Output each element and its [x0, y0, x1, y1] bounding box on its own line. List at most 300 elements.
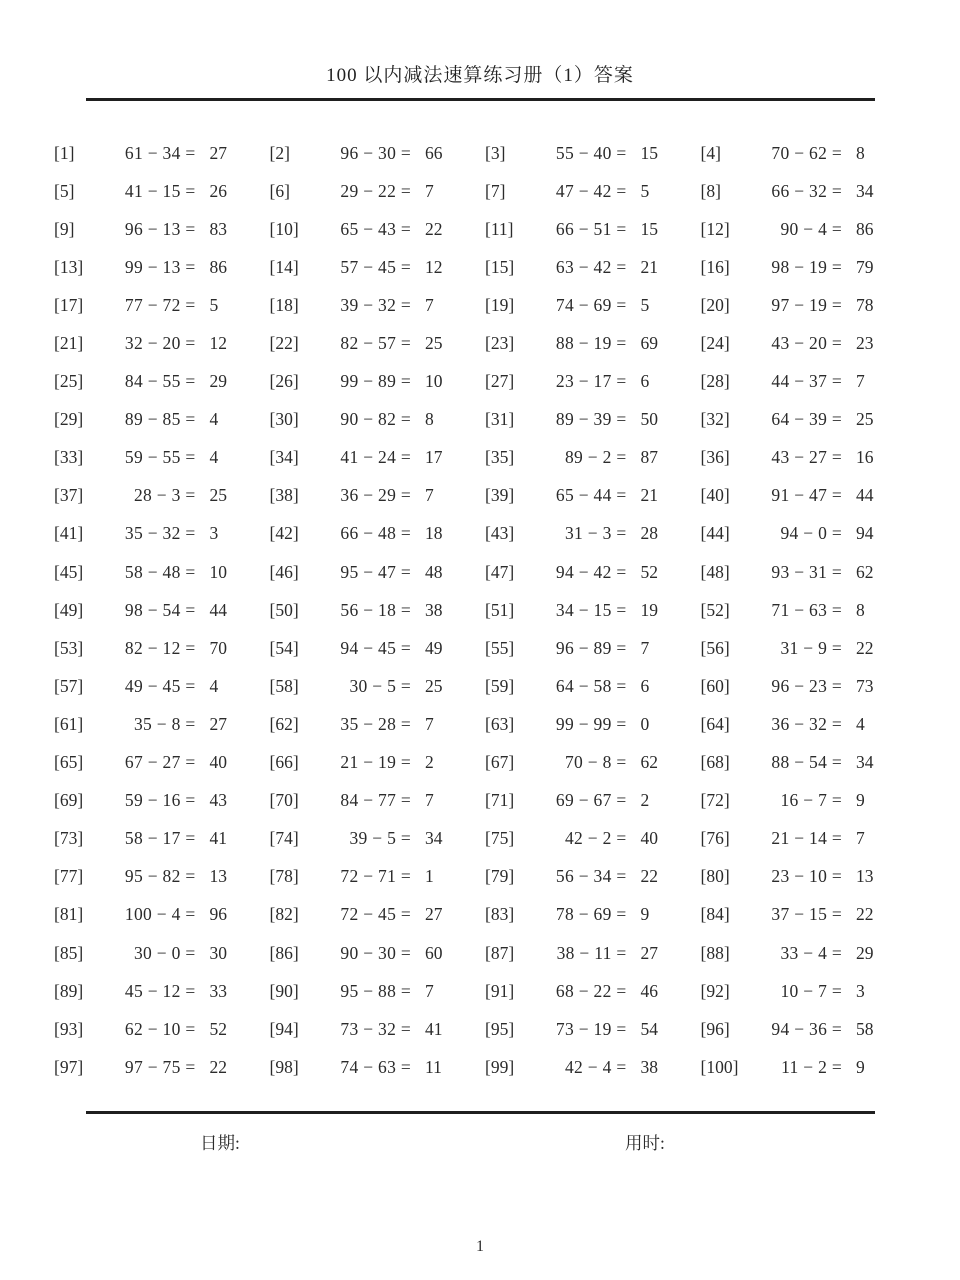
- problem-index: [99]: [485, 1056, 515, 1077]
- problem-answer: 96: [209, 904, 227, 925]
- problem-answer: 49: [425, 637, 443, 658]
- problem-expression: 69 − 67 =: [555, 790, 627, 811]
- problem-expression: 38 − 11 =: [556, 942, 627, 963]
- problem-expression: 94 − 0 =: [780, 523, 842, 544]
- problem-index: [54]: [269, 637, 299, 658]
- problem-item: [266, 1019, 482, 1040]
- problem-index: [1]: [54, 142, 75, 163]
- problem-item: [481, 409, 697, 430]
- problem-expression: 58 − 17 =: [124, 828, 196, 849]
- problem-expression: 58 − 48 =: [124, 561, 196, 582]
- problem-expression: 89 − 39 =: [555, 409, 627, 430]
- problem-item: [50, 257, 266, 278]
- problem-answer: 5: [209, 294, 219, 315]
- problem-expression: 34 − 15 =: [555, 599, 627, 620]
- problem-item: [50, 1019, 266, 1040]
- problem-answer: 41: [209, 828, 227, 849]
- problem-index: [11]: [485, 218, 514, 239]
- problem-expression: 93 − 31 =: [771, 561, 842, 582]
- problem-index: [13]: [54, 256, 84, 277]
- problem-item: [697, 143, 913, 164]
- problem-index: [38]: [269, 485, 299, 506]
- problem-answer: 2: [425, 752, 434, 773]
- problem-index: [62]: [269, 713, 299, 734]
- problem-item: [697, 676, 913, 697]
- problem-answer: 58: [856, 1018, 874, 1039]
- problem-answer: 41: [425, 1018, 443, 1039]
- problem-item: [266, 295, 482, 316]
- problem-expression: 65 − 43 =: [340, 218, 411, 239]
- problem-index: [21]: [54, 333, 84, 354]
- problem-expression: 99 − 89 =: [340, 371, 411, 392]
- problem-expression: 90 − 4 =: [780, 218, 842, 239]
- problem-item: [50, 447, 266, 468]
- problem-item: [50, 828, 266, 849]
- problem-index: [81]: [54, 904, 84, 925]
- problem-index: [39]: [485, 485, 515, 506]
- problem-item: [697, 638, 913, 659]
- problem-expression: 73 − 19 =: [555, 1018, 627, 1039]
- problem-expression: 36 − 29 =: [340, 485, 411, 506]
- problem-expression: 35 − 8 =: [133, 713, 196, 734]
- problem-expression: 64 − 39 =: [771, 409, 842, 430]
- problem-index: [77]: [54, 866, 84, 887]
- problem-index: [23]: [485, 333, 515, 354]
- problem-index: [73]: [54, 828, 84, 849]
- problem-index: [34]: [269, 447, 299, 468]
- problem-answer: 60: [425, 942, 443, 963]
- problem-item: [266, 1057, 482, 1078]
- problem-expression: 94 − 45 =: [340, 637, 411, 658]
- problem-expression: 35 − 32 =: [124, 523, 196, 544]
- problem-answer: 7: [425, 790, 434, 811]
- problem-answer: 38: [425, 599, 443, 620]
- problem-expression: 71 − 63 =: [771, 599, 842, 620]
- problem-answer: 7: [856, 371, 865, 392]
- problem-expression: 55 − 40 =: [555, 142, 627, 163]
- problem-expression: 98 − 54 =: [124, 599, 196, 620]
- problem-answer: 40: [209, 752, 227, 773]
- problem-answer: 54: [640, 1018, 658, 1039]
- problem-expression: 72 − 71 =: [340, 866, 411, 887]
- problem-item: [50, 600, 266, 621]
- problem-answer: 7: [425, 485, 434, 506]
- problem-item: [481, 600, 697, 621]
- problem-expression: 66 − 51 =: [555, 218, 627, 239]
- problem-answer: 62: [856, 561, 874, 582]
- problem-item: [481, 295, 697, 316]
- problem-index: [17]: [54, 294, 84, 315]
- problem-item: [50, 676, 266, 697]
- problem-item: [697, 219, 913, 240]
- problem-index: [6]: [269, 180, 290, 201]
- problem-answer: 3: [209, 523, 219, 544]
- problem-answer: 34: [856, 180, 874, 201]
- problem-item: [481, 1057, 697, 1078]
- problem-item: [481, 981, 697, 1002]
- problem-expression: 23 − 10 =: [771, 866, 842, 887]
- problem-index: [7]: [485, 180, 506, 201]
- problem-answer: 86: [856, 218, 874, 239]
- problem-index: [33]: [54, 447, 84, 468]
- problem-expression: 56 − 34 =: [555, 866, 627, 887]
- problem-answer: 7: [425, 294, 434, 315]
- problem-expression: 43 − 20 =: [771, 333, 842, 354]
- problem-answer: 73: [856, 675, 874, 696]
- problem-index: [29]: [54, 409, 84, 430]
- problem-index: [85]: [54, 942, 84, 963]
- problem-answer: 43: [209, 790, 227, 811]
- problem-item: [266, 714, 482, 735]
- problem-expression: 67 − 27 =: [124, 752, 196, 773]
- problem-answer: 15: [640, 142, 658, 163]
- problem-answer: 5: [640, 180, 650, 201]
- problem-expression: 10 − 7 =: [780, 980, 842, 1001]
- problem-index: [14]: [269, 256, 299, 277]
- problem-index: [26]: [269, 371, 299, 392]
- problem-answer: 22: [856, 904, 874, 925]
- problem-answer: 2: [640, 790, 650, 811]
- problem-index: [94]: [269, 1018, 299, 1039]
- problem-expression: 91 − 47 =: [771, 485, 842, 506]
- problem-answer: 22: [640, 866, 658, 887]
- problem-item: [481, 866, 697, 887]
- problem-answer: 19: [640, 599, 658, 620]
- problem-item: [697, 371, 913, 392]
- problem-item: [481, 676, 697, 697]
- problem-answer: 7: [425, 713, 434, 734]
- problem-item: [697, 1019, 913, 1040]
- problem-item: [266, 485, 482, 506]
- problem-item: [266, 981, 482, 1002]
- problem-index: [59]: [485, 675, 515, 696]
- problem-answer: 34: [425, 828, 443, 849]
- problem-answer: 44: [856, 485, 874, 506]
- problem-index: [58]: [269, 675, 299, 696]
- problem-expression: 99 − 13 =: [124, 256, 196, 277]
- problem-expression: 41 − 15 =: [124, 180, 196, 201]
- problem-item: [697, 790, 913, 811]
- problem-item: [50, 866, 266, 887]
- problem-item: [481, 638, 697, 659]
- problem-expression: 45 − 12 =: [124, 980, 196, 1001]
- problem-answer: 13: [209, 866, 227, 887]
- problem-index: [60]: [700, 675, 730, 696]
- problem-index: [78]: [269, 866, 299, 887]
- problem-expression: 31 − 9 =: [780, 637, 842, 658]
- problem-answer: 86: [209, 256, 227, 277]
- problem-expression: 39 − 5 =: [349, 828, 411, 849]
- problem-expression: 30 − 5 =: [349, 675, 411, 696]
- problem-answer: 79: [856, 256, 874, 277]
- problem-index: [2]: [269, 142, 290, 163]
- problem-index: [90]: [269, 980, 299, 1001]
- problem-item: [50, 790, 266, 811]
- problem-item: [481, 219, 697, 240]
- problem-index: [66]: [269, 752, 299, 773]
- problem-item: [697, 485, 913, 506]
- problem-expression: 95 − 82 =: [124, 866, 196, 887]
- problem-index: [43]: [485, 523, 515, 544]
- problem-answer: 23: [856, 333, 874, 354]
- problem-index: [36]: [700, 447, 730, 468]
- problem-item: [481, 371, 697, 392]
- problem-answer: 10: [425, 371, 443, 392]
- problem-expression: 49 − 45 =: [124, 675, 196, 696]
- problem-expression: 36 − 32 =: [771, 713, 842, 734]
- problem-index: [98]: [269, 1056, 299, 1077]
- problem-index: [79]: [485, 866, 515, 887]
- problem-answer: 27: [640, 942, 658, 963]
- problem-expression: 94 − 42 =: [555, 561, 627, 582]
- problem-index: [12]: [700, 218, 730, 239]
- problem-item: [697, 409, 913, 430]
- problem-item: [50, 1057, 266, 1078]
- problem-item: [50, 333, 266, 354]
- problem-answer: 52: [209, 1018, 227, 1039]
- problem-answer: 17: [425, 447, 443, 468]
- problem-index: [31]: [485, 409, 515, 430]
- problem-item: [481, 904, 697, 925]
- problem-item: [266, 447, 482, 468]
- problem-answer: 21: [640, 256, 658, 277]
- page-number: 1: [476, 1238, 484, 1255]
- problem-answer: 27: [209, 142, 227, 163]
- problem-expression: 28 − 3 =: [133, 485, 196, 506]
- problem-index: [20]: [700, 294, 730, 315]
- problem-answer: 25: [856, 409, 874, 430]
- problem-answer: 7: [640, 637, 650, 658]
- page-title: 100 以内减法速算练习册（1）答案: [326, 65, 634, 86]
- problem-answer: 13: [856, 866, 874, 887]
- problem-expression: 21 − 19 =: [340, 752, 411, 773]
- problem-index: [55]: [485, 637, 515, 658]
- problem-item: [266, 600, 482, 621]
- problem-expression: 94 − 36 =: [771, 1018, 842, 1039]
- problem-index: [49]: [54, 599, 84, 620]
- problem-expression: 30 − 0 =: [133, 942, 196, 963]
- problem-index: [15]: [485, 256, 515, 277]
- problem-expression: 84 − 77 =: [340, 790, 411, 811]
- problem-item: [481, 790, 697, 811]
- problem-answer: 29: [856, 942, 874, 963]
- problem-answer: 87: [640, 447, 658, 468]
- problem-item: [50, 485, 266, 506]
- problem-index: [52]: [700, 599, 730, 620]
- problem-item: [697, 523, 913, 544]
- problem-item: [481, 523, 697, 544]
- problem-index: [19]: [485, 294, 515, 315]
- problem-answer: 21: [640, 485, 658, 506]
- problem-index: [61]: [54, 713, 84, 734]
- problem-item: [481, 447, 697, 468]
- problem-item: [481, 828, 697, 849]
- problem-answer: 94: [856, 523, 874, 544]
- problem-item: [50, 523, 266, 544]
- problem-expression: 70 − 8 =: [564, 752, 627, 773]
- problem-index: [40]: [700, 485, 730, 506]
- problem-answer: 69: [640, 333, 658, 354]
- problem-item: [697, 600, 913, 621]
- problem-expression: 97 − 75 =: [124, 1056, 196, 1077]
- problem-expression: 96 − 23 =: [771, 675, 842, 696]
- problem-index: [84]: [700, 904, 730, 925]
- problem-expression: 66 − 48 =: [340, 523, 411, 544]
- problem-answer: 9: [856, 1056, 865, 1077]
- problem-index: [50]: [269, 599, 299, 620]
- problem-item: [266, 219, 482, 240]
- problem-item: [266, 333, 482, 354]
- problem-expression: 57 − 45 =: [340, 256, 411, 277]
- problem-answer: 30: [209, 942, 227, 963]
- problem-index: [18]: [269, 294, 299, 315]
- problem-expression: 70 − 62 =: [771, 142, 842, 163]
- problem-answer: 44: [209, 599, 227, 620]
- problem-answer: 6: [640, 371, 650, 392]
- problem-expression: 47 − 42 =: [555, 180, 627, 201]
- problem-expression: 90 − 30 =: [340, 942, 411, 963]
- problem-expression: 61 − 34 =: [124, 142, 196, 163]
- problem-item: [50, 981, 266, 1002]
- problem-expression: 64 − 58 =: [555, 675, 627, 696]
- problem-expression: 88 − 19 =: [555, 333, 627, 354]
- problem-expression: 98 − 19 =: [771, 256, 842, 277]
- problem-answer: 27: [209, 713, 227, 734]
- problem-expression: 78 − 69 =: [555, 904, 627, 925]
- problem-item: [266, 371, 482, 392]
- problem-expression: 39 − 32 =: [340, 294, 411, 315]
- problem-answer: 83: [209, 218, 227, 239]
- problem-answer: 12: [209, 333, 227, 354]
- problem-answer: 0: [640, 713, 650, 734]
- problem-expression: 21 − 14 =: [771, 828, 842, 849]
- problem-answer: 62: [640, 752, 658, 773]
- problem-index: [71]: [485, 790, 515, 811]
- problem-answer: 25: [209, 485, 227, 506]
- problem-expression: 37 − 15 =: [771, 904, 842, 925]
- problem-item: [697, 257, 913, 278]
- problem-index: [56]: [700, 637, 730, 658]
- problem-expression: 66 − 32 =: [771, 180, 842, 201]
- problem-answer: 8: [856, 599, 865, 620]
- problem-item: [266, 523, 482, 544]
- problem-expression: 77 − 72 =: [124, 294, 196, 315]
- problem-expression: 62 − 10 =: [124, 1018, 196, 1039]
- problem-index: [22]: [269, 333, 299, 354]
- problem-answer: 70: [209, 637, 227, 658]
- problem-item: [266, 562, 482, 583]
- problem-index: [41]: [54, 523, 84, 544]
- problem-answer: 7: [425, 180, 434, 201]
- problem-item: [266, 752, 482, 773]
- problem-expression: 90 − 82 =: [340, 409, 411, 430]
- footer-divider: [86, 1111, 875, 1114]
- problem-index: [67]: [485, 752, 515, 773]
- problem-index: [86]: [269, 942, 299, 963]
- problem-index: [25]: [54, 371, 84, 392]
- problem-answer: 16: [856, 447, 874, 468]
- problem-expression: 96 − 13 =: [124, 218, 196, 239]
- problem-answer: 12: [425, 256, 443, 277]
- problem-index: [100]: [700, 1056, 739, 1077]
- problem-answer: 7: [425, 980, 434, 1001]
- problem-answer: 22: [425, 218, 443, 239]
- problem-answer: 8: [425, 409, 434, 430]
- problem-index: [10]: [269, 218, 299, 239]
- problem-expression: 96 − 30 =: [340, 142, 411, 163]
- problem-index: [30]: [269, 409, 299, 430]
- problem-expression: 82 − 12 =: [124, 637, 196, 658]
- problem-item: [697, 562, 913, 583]
- problem-item: [266, 409, 482, 430]
- problem-answer: 34: [856, 752, 874, 773]
- problem-answer: 78: [856, 294, 874, 315]
- problem-item: [697, 981, 913, 1002]
- problem-expression: 65 − 44 =: [555, 485, 627, 506]
- problem-item: [266, 943, 482, 964]
- problem-expression: 56 − 18 =: [340, 599, 411, 620]
- problem-expression: 74 − 63 =: [340, 1056, 411, 1077]
- problem-expression: 23 − 17 =: [555, 371, 627, 392]
- problem-item: [266, 828, 482, 849]
- problem-index: [76]: [700, 828, 730, 849]
- problem-index: [42]: [269, 523, 299, 544]
- header-divider: [86, 98, 875, 101]
- problem-index: [96]: [700, 1018, 730, 1039]
- problem-item: [50, 714, 266, 735]
- problem-item: [697, 181, 913, 202]
- problem-answer: 4: [209, 675, 219, 696]
- problem-expression: 33 − 4 =: [780, 942, 842, 963]
- problem-item: [50, 409, 266, 430]
- problem-index: [45]: [54, 561, 84, 582]
- problem-item: [50, 181, 266, 202]
- problem-item: [697, 447, 913, 468]
- problem-index: [4]: [700, 142, 721, 163]
- time-label: 用时:: [625, 1133, 665, 1153]
- problem-expression: 73 − 32 =: [340, 1018, 411, 1039]
- problem-index: [89]: [54, 980, 84, 1001]
- problem-answer: 4: [856, 713, 865, 734]
- problem-answer: 28: [640, 523, 658, 544]
- problem-item: [697, 904, 913, 925]
- problem-item: [50, 752, 266, 773]
- problem-index: [63]: [485, 713, 515, 734]
- problem-index: [8]: [700, 180, 721, 201]
- problem-index: [83]: [485, 904, 515, 925]
- problem-expression: 41 − 24 =: [340, 447, 411, 468]
- problem-item: [50, 904, 266, 925]
- problem-expression: 95 − 88 =: [340, 980, 411, 1001]
- problem-index: [48]: [700, 561, 730, 582]
- problem-answer: 11: [425, 1056, 442, 1077]
- problem-answer: 66: [425, 142, 443, 163]
- problem-answer: 3: [856, 980, 865, 1001]
- problem-answer: 27: [425, 904, 443, 925]
- problem-index: [87]: [485, 942, 515, 963]
- problem-answer: 4: [209, 447, 219, 468]
- problem-answer: 25: [425, 675, 443, 696]
- problem-item: [266, 143, 482, 164]
- problem-index: [46]: [269, 561, 299, 582]
- problem-answer: 33: [209, 980, 227, 1001]
- problem-answer: 52: [640, 561, 658, 582]
- problem-item: [50, 371, 266, 392]
- problem-index: [47]: [485, 561, 515, 582]
- problem-expression: 72 − 45 =: [340, 904, 411, 925]
- problem-item: [50, 219, 266, 240]
- problem-answer: 4: [209, 409, 219, 430]
